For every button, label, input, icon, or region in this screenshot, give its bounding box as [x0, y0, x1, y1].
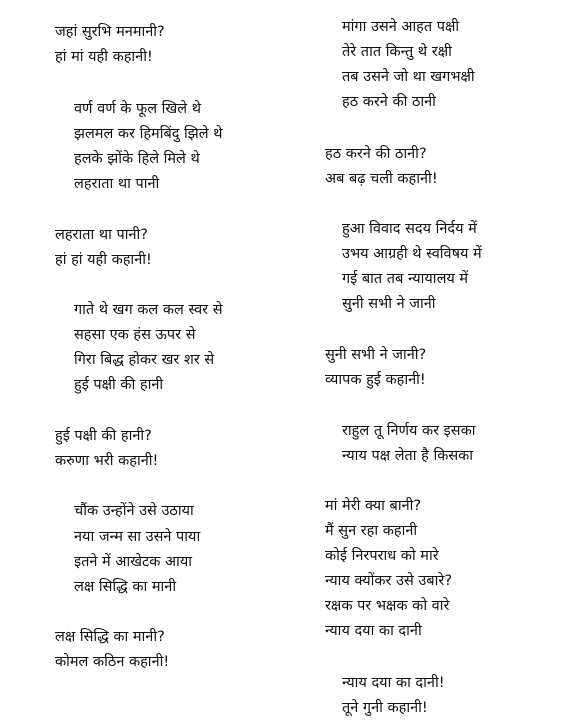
poem-line: अब बढ़ चली कहानी!	[325, 171, 438, 187]
poem-line: हलके झोंके हिले मिले थे	[74, 151, 200, 167]
poem-line: लक्ष सिद्धि का मानी	[74, 579, 177, 595]
poem-line: झलमल कर हिमबिंदु झिले थे	[74, 126, 223, 142]
poem-line: मैं सुन रहा कहानी	[325, 523, 418, 539]
poem-line: न्याय क्योंकर उसे उबारे?	[325, 573, 453, 589]
poem-line: करुणा भरी कहानी!	[55, 453, 159, 469]
poem-line: तब उसने जो था खगभक्षी	[342, 69, 475, 85]
poem-line: मां मेरी क्या बानी?	[325, 498, 422, 514]
poem-line: हठ करने की ठानी	[342, 94, 436, 110]
poem-line: रक्षक पर भक्षक को वारे	[325, 598, 450, 614]
poem-line: न्याय दया का दानी	[325, 623, 422, 639]
poem-line: चौंक उन्होंने उसे उठाया	[74, 503, 194, 519]
poem-line: लक्ष सिद्धि का मानी?	[55, 629, 165, 645]
poem-line: कोमल कठिन कहानी!	[55, 654, 170, 670]
poem-line: मांगा उसने आहत पक्षी	[342, 19, 460, 35]
poem-line: तेरे तात किन्तु थे रक्षी	[342, 44, 452, 60]
poem-line: हुई पक्षी की हानी?	[55, 428, 152, 444]
poem-line: न्याय पक्ष लेता है किसका	[342, 448, 474, 464]
poem-line: वर्ण वर्ण के फूल खिले थे	[74, 101, 201, 117]
poem-line: गाते थे खग कल कल स्वर से	[74, 302, 223, 318]
poem-line: न्याय दया का दानी!	[342, 675, 445, 691]
poem-line: हुआ विवाद सदय निर्दय में	[342, 221, 477, 237]
poem-line: गिरा बिद्ध होकर खर शर से	[74, 352, 215, 368]
poem-line: उभय आग्रही थे स्वविषय में	[342, 246, 482, 262]
poem-line: लहराता था पानी?	[55, 227, 148, 243]
poem-line: लहराता था पानी	[74, 176, 160, 192]
poem-line: सहसा एक हंस ऊपर से	[74, 327, 196, 343]
poem-line: राहुल तू निर्णय कर इसका	[342, 423, 476, 439]
poem-line: गई बात तब न्यायालय में	[342, 271, 469, 287]
poem-line: हां हां यही कहानी!	[55, 252, 152, 268]
poem-line: तूने गुनी कहानी!	[342, 700, 428, 716]
poem-line: इतने में आखेटक आया	[74, 554, 193, 570]
poem-line: कोई निरपराध को मारे	[325, 548, 439, 564]
poem-line: हुई पक्षी की हानी	[74, 377, 164, 393]
poem-line: जहां सुरभि मनमानी?	[55, 24, 165, 40]
poem-line: व्यापक हुई कहानी!	[325, 372, 426, 388]
poem-line: सुनी सभी ने जानी?	[325, 347, 427, 363]
poem-line: हठ करने की ठानी?	[325, 146, 427, 162]
poem-line: नया जन्म सा उसने पाया	[74, 529, 201, 545]
poem-line: हां मां यही कहानी!	[55, 49, 153, 65]
poem-line: सुनी सभी ने जानी	[342, 296, 436, 312]
